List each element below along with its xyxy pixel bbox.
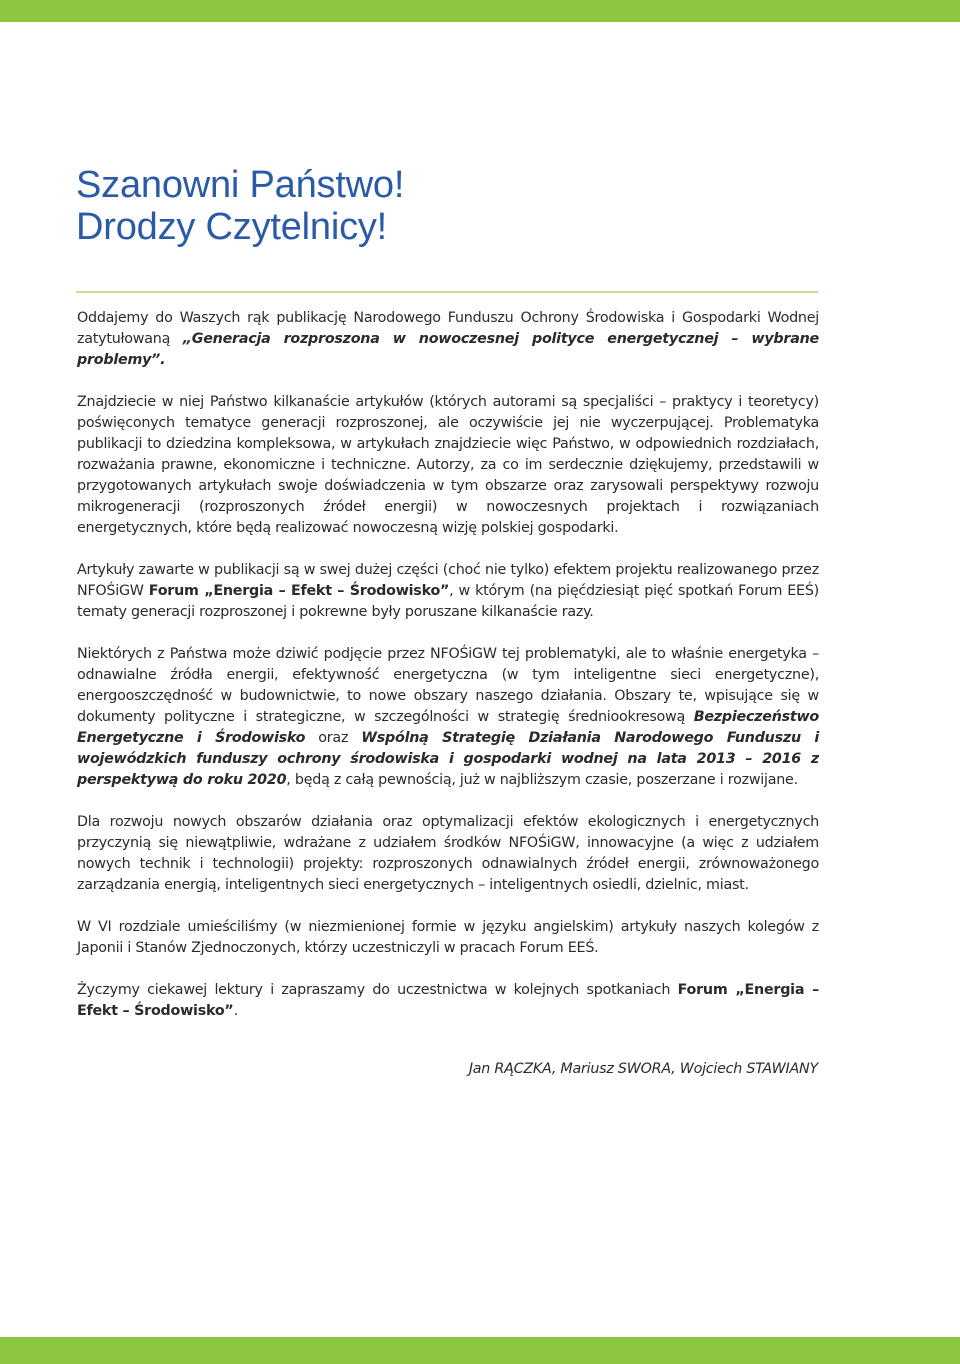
forum-name: Forum „Energia – Efekt – Środowisko” [148,583,450,599]
letter-body [77,308,819,1043]
paragraph-4-text-b: oraz [305,730,362,746]
paragraph-3-text-a: Artykuły zawarte w publikacji są w swej dużej części (choć nie tylko) efektem projektu realizowanego przez NFOŚiGW [77,562,819,599]
heading-line-1: Szanowni Państwo! [76,164,405,206]
signature: Jan RĄCZKA, Mariusz SWORA, Wojciech STAWIANY [468,1061,818,1077]
heading-divider [76,291,818,293]
forum-name-closing: Forum „Energia – Efekt – Środowisko” [77,982,819,1019]
paragraph-4-text-c: , będą z całą pewnością, już w najbliższym czasie, poszerzane i rozwijane. [286,772,798,788]
paragraph-2: Znajdziecie w niej Państwo kilkanaście artykułów (których autorami są specjaliści – praktycy i teoretycy) poświęconych tematyce generacji rozproszonej, ale oczywiście jej nie wyczerpującej. Problematyka publikacji to dziedzina kompleksowa, w artykułach znajdziecie więc Państwo, w odpowiednich rozdziałach, rozważania prawne, ekonomiczne i techniczne. Autorzy, za co im serdecznie dziękujemy, przedstawili w przygotowanych artykułach swoje doświadczenia w tym obszarze oraz zarysowali perspektywy rozwoju mikrogeneracji (rozproszonych źródeł energii) w nowoczesnych projektach i rozwiązaniach energetycznych, które będą realizować nowoczesną wizję polskiej gospodarki. [77,394,819,536]
paragraph-7-text-a: Życzymy ciekawej lektury i zapraszamy do uczestnictwa w kolejnych spotkaniach [77,982,678,998]
paragraph-1-text: Oddajemy do Waszych rąk publikację Narodowego Funduszu Ochrony Środowiska i Gospodarki Wodnej zatytułowaną [77,310,819,347]
paragraph-7 [77,980,819,1022]
strategy-name-2: Wspólną Strategię Działania Narodowego Funduszu i wojewódzkich funduszy ochrony środowiska i gospodarki wodnej na lata 2013 – 2016 z perspektywą do roku 2020 [77,730,820,788]
page-heading [76,164,404,248]
paragraph-5: Dla rozwoju nowych obszarów działania oraz optymalizacji efektów ekologicznych i energetycznych przyczynią się niewątpliwie, wdrażane z udziałem środków NFOŚiGW, innowacyjne (a więc z udziałem nowych technik i technologii) projekty: rozproszonych odnawialnych źródeł energii, zrównoważonego zarządzania energią, inteligentnych sieci energetycznych – inteligentnych osiedli, dzielnic, miast. [77,814,819,893]
paragraph-4-text-a: Niektórych z Państwa może dziwić podjęcie przez NFOŚiGW tej problematyki, ale to właśnie energetyka – odnawialne źródła energii, efektywność energetyczna (w tym inteligentne sieci energetyczne), energooszczędność w budownictwie, to nowe obszary naszego działania. Obszary te, wpisujące się w dokumenty polityczne i strategiczne, w szczególności w strategię średniookresową [77,646,819,725]
heading-line-2: Drodzy Czytelnicy! [76,206,388,248]
top-green-band [0,0,960,22]
paragraph-4 [77,644,819,791]
paragraph-1 [77,308,819,371]
bottom-green-band [0,1337,960,1364]
paragraph-7-text-b: . [233,1003,238,1019]
paragraph-6: W VI rozdziale umieściliśmy (w niezmienionej formie w języku angielskim) artykuły naszych kolegów z Japonii i Stanów Zjednoczonych, którzy uczestniczyli w pracach Forum EEŚ. [77,919,819,956]
publication-title: „Generacja rozproszona w nowoczesnej polityce energetycznej – wybrane problemy”. [77,331,819,368]
paragraph-3-text-b: , w którym (na pięćdziesiąt pięć spotkań Forum EEŚ) tematy generacji rozproszonej i pokrewne były poruszane kilkanaście razy. [77,583,819,620]
paragraph-3 [77,560,819,623]
strategy-name-1: Bezpieczeństwo Energetyczne i Środowisko [77,709,819,746]
